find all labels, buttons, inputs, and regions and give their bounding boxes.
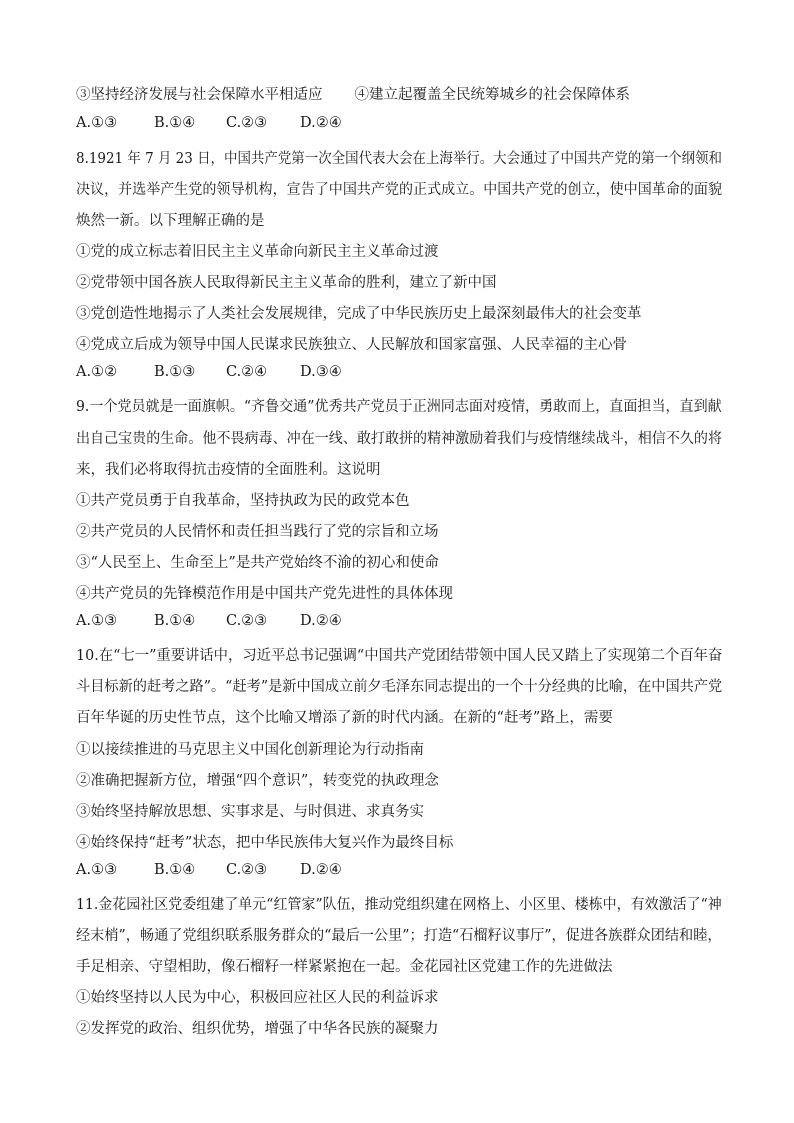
q11-option-2: ②发挥党的政治、组织优势，增强了中华各民族的凝聚力 [76, 1021, 439, 1037]
q10-choices [76, 862, 342, 878]
q8-choices [76, 364, 342, 380]
q10-choice-b: B.①④ [154, 862, 196, 878]
q10-option-4: ④始终保持“赶考”状态，把中华民族伟大复兴作为最终目标 [76, 835, 454, 851]
q8-option-3: ③党创造性地揭示了人类社会发展规律，完成了中华民族历史上最深刻最伟大的社会变革 [76, 306, 642, 322]
q9-stem-line: 9.一个党员就是一面旗帜。“齐鲁交通”优秀共产党员于正洲同志面对疫情，勇敢而上，直面担当，直到献 [76, 399, 722, 415]
q9-option-1: ①共产党员勇于自我革命，坚持执政为民的政党本色 [76, 493, 410, 509]
q7-option-3: ③坚持经济发展与社会保障水平相适应 [76, 87, 323, 103]
q7-choice-a: A.①③ [76, 115, 118, 131]
q9-option-3: ③“人民至上、生命至上”是共产党始终不渝的初心和使命 [76, 555, 439, 571]
q11-stem-line: 经末梢”，畅通了党组织联系服务群众的“最后一公里”；打造“石榴籽议事厅”，促进各族群众团结和睦， [76, 928, 722, 944]
q8-choice-a: A.①② [76, 364, 118, 380]
q7-choice-c: C.②③ [226, 115, 268, 131]
q9-choice-b: B.①④ [154, 613, 196, 629]
q9-option-4: ④共产党员的先锋模范作用是中国共产党先进性的具体体现 [76, 586, 453, 602]
q10-stem-line: 百年华诞的历史性节点，这个比喻又增添了新的时代内涵。在新的“赶考”路上，需要 [76, 710, 613, 726]
q9-choice-c: C.②③ [226, 613, 268, 629]
q10-choice-d: D.②④ [300, 862, 342, 878]
q9-option-2: ②共产党员的人民情怀和责任担当践行了党的宗旨和立场 [76, 524, 439, 540]
q8-stem-line: 焕然一新。以下理解正确的是 [76, 213, 265, 229]
q8-choice-c: C.②④ [226, 364, 268, 380]
q10-choice-a: A.①③ [76, 862, 118, 878]
q10-option-2: ②准确把握新方位，增强“四个意识”，转变党的执政理念 [76, 773, 439, 789]
q7-choices [76, 115, 342, 131]
q7-option-row [76, 83, 630, 104]
q11-stem-line: 手足相亲、守望相助，像石榴籽一样紧紧抱在一起。金花园社区党建工作的先进做法 [76, 959, 613, 975]
q8-choice-d: D.③④ [300, 364, 342, 380]
q9-choice-a: A.①③ [76, 613, 118, 629]
q9-choices [76, 613, 342, 629]
q8-choice-b: B.①③ [154, 364, 196, 380]
q9-choice-d: D.②④ [300, 613, 342, 629]
q8-stem-line: 决议，并选举产生党的领导机构，宣告了中国共产党的正式成立。中国共产党的创立，使中国革命的面貌 [76, 182, 722, 198]
q8-option-4: ④党成立后成为领导中国人民谋求民族独立、人民解放和国家富强、人民幸福的主心骨 [76, 337, 627, 353]
q10-stem-line: 10.在“七一”重要讲话中，习近平总书记强调“中国共产党团结带领中国人民又踏上了实现第二个百年奋 [76, 648, 723, 664]
q7-option-4: ④建立起覆盖全民统筹城乡的社会保障体系 [354, 87, 630, 103]
q8-option-1: ①党的成立标志着旧民主主义革命向新民主主义革命过渡 [76, 244, 439, 260]
q8-option-2: ②党带领中国各族人民取得新民主主义革命的胜利，建立了新中国 [76, 275, 497, 291]
q10-choice-c: C.②③ [226, 862, 268, 878]
q7-choice-d: D.②④ [300, 115, 342, 131]
q10-option-1: ①以接续推进的马克思主义中国化创新理论为行动指南 [76, 742, 424, 758]
q10-stem-line: 斗目标新的赶考之路”。“赶考”是新中国成立前夕毛泽东同志提出的一个十分经典的比喻，在中国共产党 [76, 679, 723, 695]
q9-stem-line: 来，我们必将取得抗击疫情的全面胜利。这说明 [76, 462, 381, 478]
q10-option-3: ③始终坚持解放思想、实事求是、与时俱进、求真务实 [76, 804, 424, 820]
q11-option-1: ①始终坚持以人民为中心，积极回应社区人民的利益诉求 [76, 990, 439, 1006]
q8-stem-line: 8.1921 年 7 月 23 日，中国共产党第一次全国代表大会在上海举行。大会通过了中国共产党的第一个纲领和 [76, 151, 722, 167]
q7-choice-b: B.①④ [154, 115, 196, 131]
q9-stem-line: 出自己宝贵的生命。他不畏病毒、冲在一线、敢打敢拼的精神激励着我们与疫情继续战斗，相信不久的将 [76, 431, 722, 447]
q11-stem-line: 11.金花园社区党委组建了单元“红管家”队伍，推动党组织建在网格上、小区里、楼栋中，有效激活了“神 [76, 897, 722, 913]
